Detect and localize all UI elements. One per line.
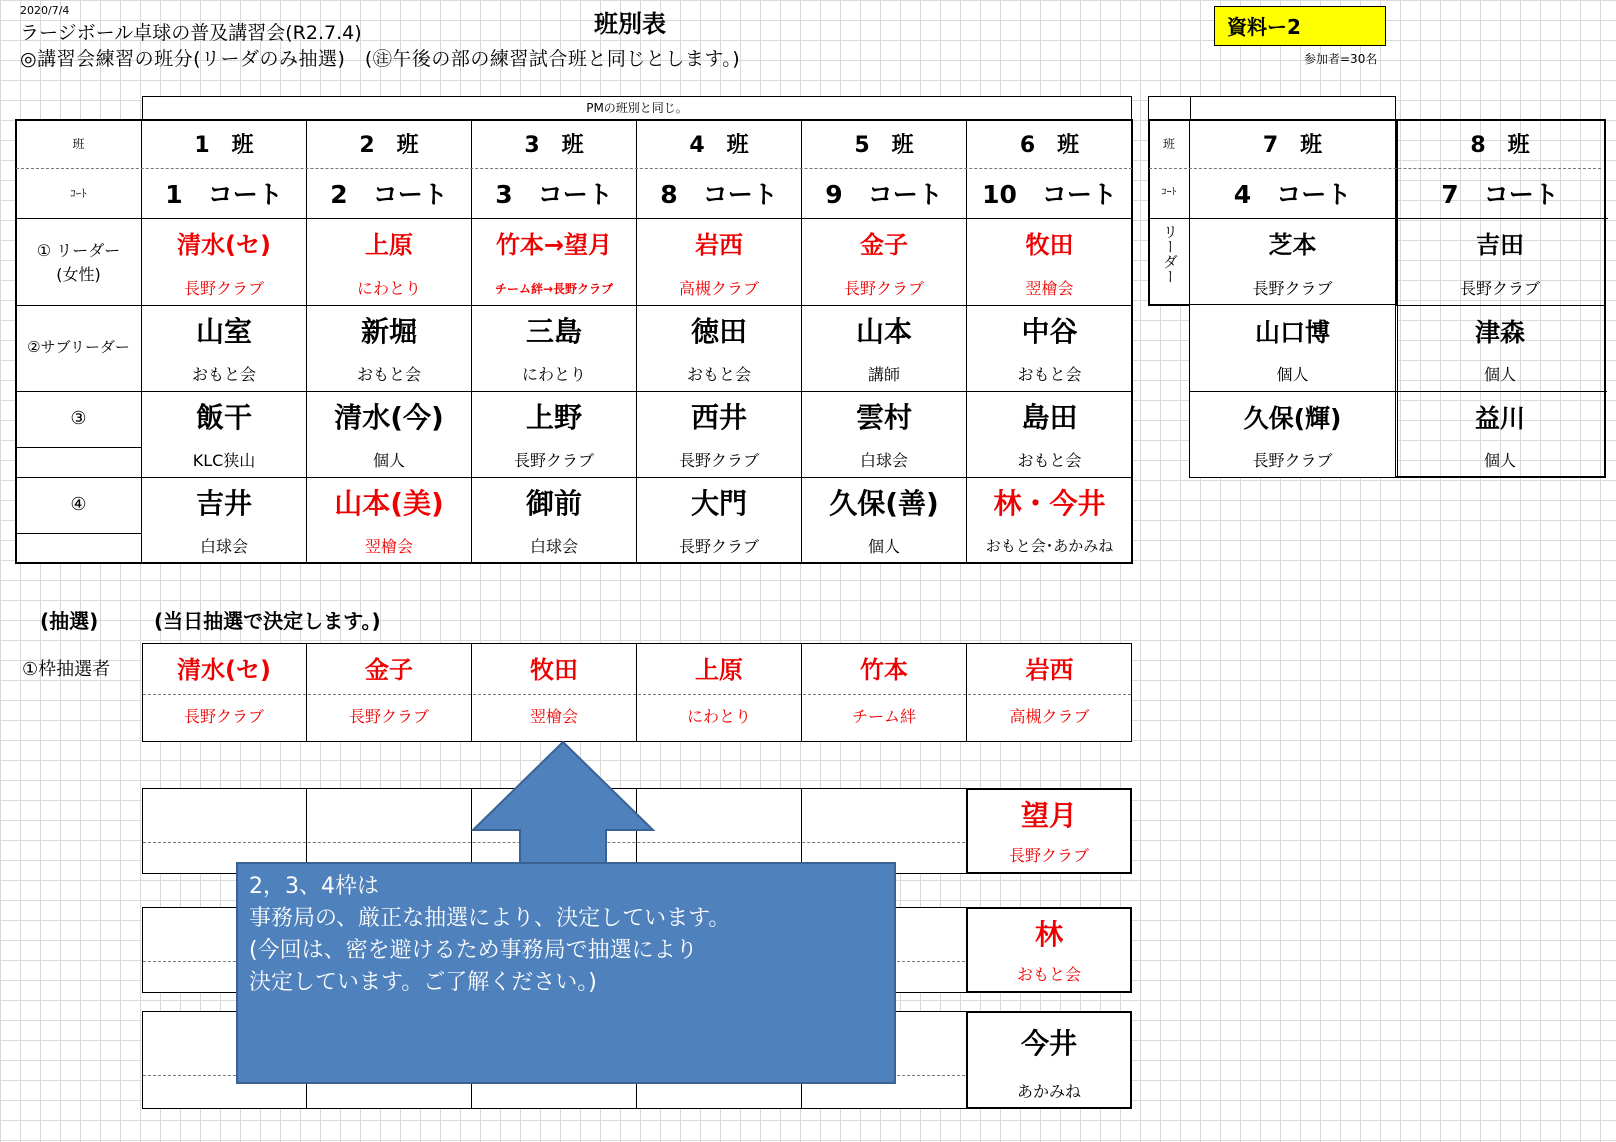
table-title: 班別表 xyxy=(594,10,666,38)
sub-leader-name: 津森 xyxy=(1474,318,1525,347)
court-number: 4 コート xyxy=(1233,180,1352,209)
group-column-3 xyxy=(472,119,636,564)
member-4-name: 御前 xyxy=(525,487,582,520)
lottery-drawer-4 xyxy=(637,643,801,742)
leader-club: 翌檜会 xyxy=(1025,279,1074,298)
right-header-box xyxy=(1148,96,1396,120)
row-label-sub-leader: ②サブリーダー xyxy=(27,338,130,356)
court-number: 2 コート xyxy=(330,180,448,209)
leader-name: 芝本 xyxy=(1268,231,1317,259)
callout-line-2: 事務局の、厳正な抽選により、決定しています。 xyxy=(249,906,731,931)
member-3-club: 長野クラブ xyxy=(678,451,759,470)
extra-name: 今井 xyxy=(1020,1027,1077,1060)
sub-leader-club: 個人 xyxy=(1276,365,1309,384)
document-subtitle: ◎講習会練習の班分(リーダのみ抽選) (㊟午後の部の練習試合班と同じとします。) xyxy=(20,48,741,70)
row-label-leader-female: (女性) xyxy=(56,265,101,284)
drawer-club: 翌檜会 xyxy=(529,707,578,726)
leader-name: 竹本→望月 xyxy=(495,231,613,259)
sub-leader-club: 個人 xyxy=(1483,365,1516,384)
sub-leader-name: 山口博 xyxy=(1254,318,1330,347)
leader-name: 岩西 xyxy=(695,231,743,259)
member-3-name: 飯干 xyxy=(195,401,252,434)
member-4-name: 林・今井 xyxy=(993,487,1106,520)
extra-club: 長野クラブ xyxy=(1008,846,1089,865)
lottery-heading-note: (当日抽選で決定します。) xyxy=(154,609,381,633)
leader-club: 長野クラブ xyxy=(1252,279,1333,298)
drawer-name: 岩西 xyxy=(1025,656,1074,684)
row-label-court: ｺｰﾄ xyxy=(70,187,87,200)
member-3-club: 白球会 xyxy=(859,451,908,470)
member-4-club: 個人 xyxy=(867,537,900,556)
drawer-name: 清水(セ) xyxy=(177,656,271,684)
member-3-name: 西井 xyxy=(690,401,747,434)
lottery-drawer-6 xyxy=(967,643,1132,742)
sub-leader-name: 山室 xyxy=(195,315,252,348)
extra-slot-3 xyxy=(966,1011,1132,1109)
group-number: 2 班 xyxy=(359,133,419,158)
sub-leader-club: おもと会 xyxy=(686,365,751,384)
lottery-drawer-2 xyxy=(307,643,471,742)
drawer-name: 竹本 xyxy=(860,656,908,684)
drawer-name: 金子 xyxy=(365,656,413,684)
callout-line-4: 決定しています。ご了解ください。) xyxy=(249,970,597,995)
court-number: 1 コート xyxy=(165,180,283,209)
member-4-name: 大門 xyxy=(690,487,747,520)
extra-club: おもと会 xyxy=(1016,965,1081,984)
sub-leader-club: おもと会 xyxy=(191,365,256,384)
member-3-name: 益川 xyxy=(1474,404,1525,433)
group-column-5 xyxy=(802,119,966,564)
sub-leader-name: 新堀 xyxy=(360,315,417,348)
member-3-name: 雲村 xyxy=(855,401,912,434)
participants-count: 参加者=30名 xyxy=(1304,52,1378,66)
lottery-drawer-3 xyxy=(472,643,636,742)
doc-label-text: 資料ー2 xyxy=(1227,15,1301,39)
group-number: 5 班 xyxy=(854,133,914,158)
leader-name: 清水(セ) xyxy=(177,231,271,259)
member-3-club: おもと会 xyxy=(1017,451,1082,470)
right-row-label-leader: リーダー xyxy=(1161,224,1179,284)
lottery-row-label: ①枠抽選者 xyxy=(22,659,111,680)
leader-name: 牧田 xyxy=(1025,231,1074,259)
leader-club: 高槻クラブ xyxy=(678,279,759,298)
group-number: 4 班 xyxy=(689,133,749,158)
member-3-club: KLC狭山 xyxy=(192,451,256,470)
member-3-club: 長野クラブ xyxy=(1252,451,1333,470)
member-4-club: おもと会･あかみね xyxy=(985,537,1114,555)
sub-leader-name: 徳田 xyxy=(690,315,747,348)
leader-club: チーム絆→長野クラブ xyxy=(494,282,614,296)
group-number: 6 班 xyxy=(1019,133,1080,158)
group-column-4 xyxy=(637,119,801,564)
right-row-label-court: ｺｰﾄ xyxy=(1161,187,1177,198)
sub-leader-name: 山本 xyxy=(855,315,912,348)
group-column-2 xyxy=(307,119,471,564)
up-arrow-shape xyxy=(470,740,656,865)
row-label-leader: ① リーダー xyxy=(36,241,121,260)
group-number: 3 班 xyxy=(524,133,584,158)
member-4-club: 白球会 xyxy=(529,537,578,556)
sub-leader-club: おもと会 xyxy=(356,365,421,384)
pm-note-box xyxy=(142,96,1132,120)
member-4-name: 山本(美) xyxy=(334,487,444,520)
sub-leader-club: 講師 xyxy=(867,365,900,384)
court-number: 8 コート xyxy=(660,180,778,209)
group-number: 1 班 xyxy=(194,133,254,158)
member-4-name: 吉井 xyxy=(195,487,252,520)
drawer-name: 上原 xyxy=(695,656,743,684)
member-3-name: 上野 xyxy=(525,401,582,434)
callout-line-3: (今回は、密を避けるため事務局で抽選により xyxy=(249,938,698,963)
group-column-8 xyxy=(1396,119,1604,478)
drawer-club: チーム絆 xyxy=(851,707,916,726)
member-3-name: 清水(今) xyxy=(334,401,444,434)
member-3-club: 個人 xyxy=(1483,451,1516,470)
leader-club: 長野クラブ xyxy=(183,279,264,298)
drawer-name: 牧田 xyxy=(530,656,578,684)
member-3-name: 久保(輝) xyxy=(1243,404,1342,433)
extra-slot-1 xyxy=(966,788,1132,874)
date-label: 2020/7/4 xyxy=(20,4,70,17)
extra-club: あかみね xyxy=(1016,1082,1081,1101)
group-column-1 xyxy=(142,119,306,564)
group-number: 8 班 xyxy=(1470,133,1530,158)
group-number: 7 班 xyxy=(1262,133,1323,158)
leader-name: 吉田 xyxy=(1476,231,1524,259)
extra-slot-2 xyxy=(966,907,1132,993)
row-label-han: 班 xyxy=(72,137,85,151)
row-label-member-3: ③ xyxy=(70,408,87,429)
member-4-club: 白球会 xyxy=(199,537,248,556)
callout-box xyxy=(236,862,896,1084)
drawer-club: にわとり xyxy=(686,707,751,726)
member-3-club: 個人 xyxy=(372,451,405,470)
leader-name: 金子 xyxy=(860,231,908,259)
sub-leader-club: おもと会 xyxy=(1017,365,1082,384)
extra-name: 林 xyxy=(1034,918,1063,951)
member-4-club: 翌檜会 xyxy=(364,537,413,556)
court-number: 7 コート xyxy=(1441,180,1559,209)
sub-leader-club: にわとり xyxy=(521,365,586,384)
callout-line-1: 2，3、4枠は xyxy=(249,874,379,899)
leader-club: 長野クラブ xyxy=(1459,279,1540,298)
leader-club: にわとり xyxy=(356,279,421,298)
court-number: 10 コート xyxy=(982,180,1117,209)
row-label-member-4: ④ xyxy=(70,494,87,515)
extra-name: 望月 xyxy=(1020,799,1077,832)
right-row-label-han: 班 xyxy=(1162,137,1175,151)
group-column-7 xyxy=(1190,119,1395,478)
member-4-club: 長野クラブ xyxy=(678,537,759,556)
leader-name: 上原 xyxy=(365,231,413,259)
drawer-club: 長野クラブ xyxy=(183,707,264,726)
lottery-heading: (抽選) xyxy=(40,609,99,633)
member-3-name: 島田 xyxy=(1021,401,1078,434)
drawer-club: 長野クラブ xyxy=(348,707,429,726)
group-column-6 xyxy=(967,119,1132,564)
document-title: ラージボール卓球の普及講習会(R2.7.4) xyxy=(20,22,362,44)
sub-leader-name: 三島 xyxy=(525,315,582,348)
drawer-club: 高槻クラブ xyxy=(1009,707,1090,726)
doc-label-box xyxy=(1214,6,1386,46)
member-3-club: 長野クラブ xyxy=(513,451,594,470)
member-4-name: 久保(善) xyxy=(829,487,939,520)
lottery-drawer-1 xyxy=(142,643,306,742)
court-number: 9 コート xyxy=(825,180,943,209)
lottery-drawer-5 xyxy=(802,643,966,742)
pm-note-text: PMの班別と同じ。 xyxy=(586,101,688,115)
sub-leader-name: 中谷 xyxy=(1021,315,1078,348)
court-number: 3 コート xyxy=(495,180,613,209)
leader-club: 長野クラブ xyxy=(843,279,924,298)
